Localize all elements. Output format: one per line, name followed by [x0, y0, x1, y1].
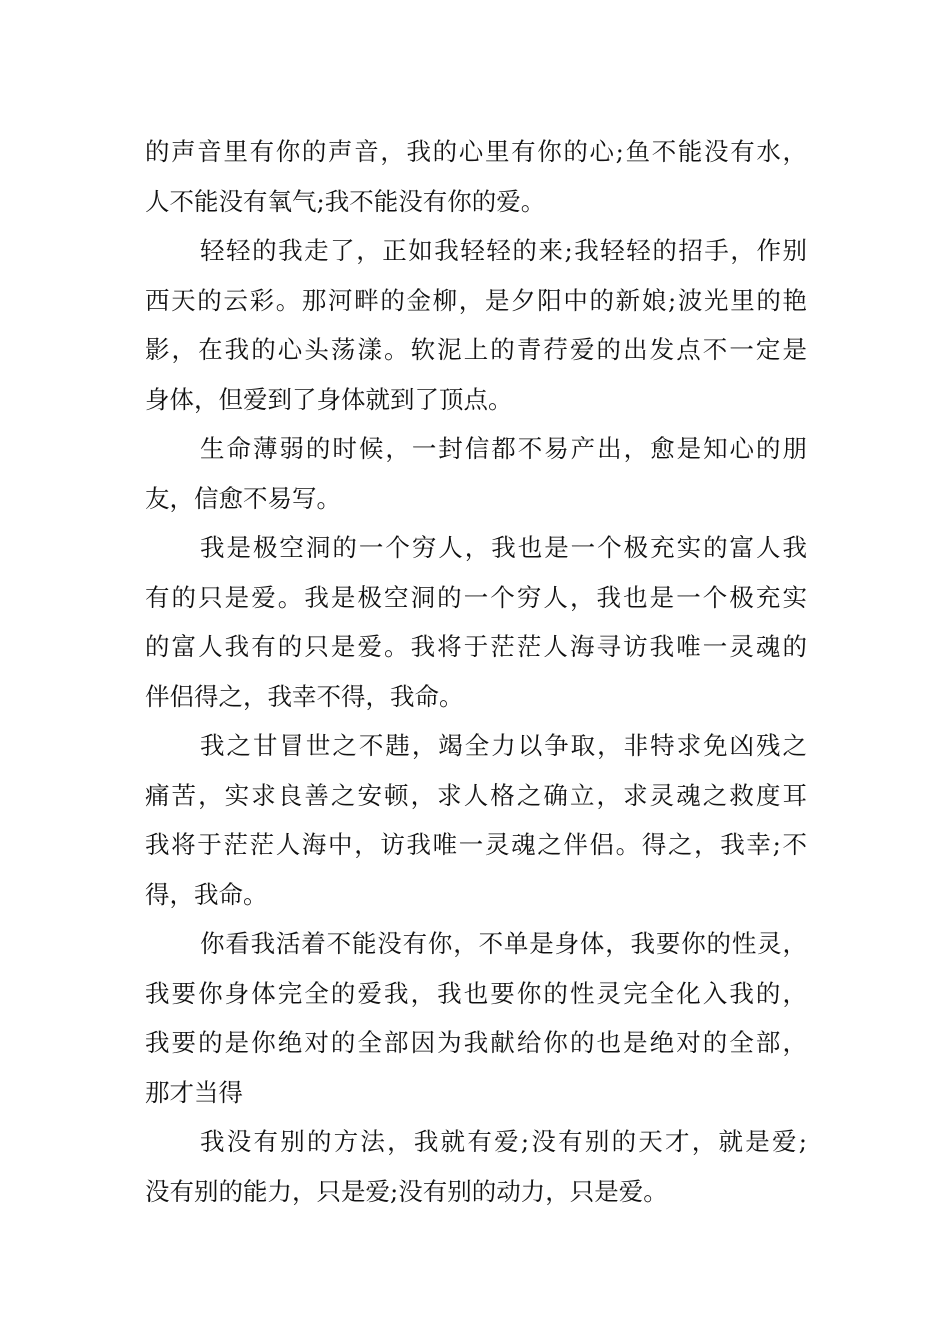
- text-line: 轻轻的我走了，正如我轻轻的来;我轻轻的招手，作别: [200, 236, 807, 265]
- text-line: 痛苦，实求良善之安顿，求人格之确立，求灵魂之救度耳: [145, 780, 807, 810]
- text-line: 西天的云彩。那河畔的金柳，是夕阳中的新娘;波光里的艳: [145, 285, 807, 315]
- paragraph-1: [145, 127, 807, 226]
- paragraph-3: [145, 424, 807, 523]
- text-line: 友，信愈不易写。: [145, 483, 341, 513]
- text-line: 那才当得: [145, 1077, 243, 1107]
- text-line: 我没有别的方法，我就有爱;没有别的天才，就是爱;: [200, 1127, 807, 1156]
- text-line: 我要的是你绝对的全部因为我献给你的也是绝对的全部，: [145, 1028, 807, 1057]
- paragraph-5: [145, 721, 807, 919]
- document-body: [145, 127, 807, 1216]
- text-line: 得，我命。: [145, 879, 268, 909]
- text-line: 的声音里有你的声音，我的心里有你的心;鱼不能没有水，: [145, 137, 807, 166]
- text-line: 我是极空洞的一个穷人，我也是一个极充实的富人我: [200, 533, 807, 562]
- text-line: 没有别的能力，只是爱;没有别的动力，只是爱。: [145, 1176, 668, 1206]
- text-line: 的富人我有的只是爱。我将于茫茫人海寻访我唯一灵魂的: [145, 632, 807, 661]
- text-line: 身体，但爱到了身体就到了顶点。: [145, 384, 513, 414]
- text-line: 我要你身体完全的爱我，我也要你的性灵完全化入我的，: [145, 978, 807, 1008]
- text-line: 伴侣得之，我幸不得，我命。: [145, 681, 464, 711]
- text-line: 人不能没有氧气;我不能没有你的爱。: [145, 186, 546, 216]
- paragraph-6: [145, 919, 807, 1117]
- paragraph-4: [145, 523, 807, 721]
- paragraph-7: [145, 1117, 807, 1216]
- text-line: 生命薄弱的时候，一封信都不易产出，愈是知心的朋: [200, 434, 807, 463]
- text-line: 影，在我的心头荡漾。软泥上的青荇爱的出发点不一定是: [145, 335, 807, 364]
- text-line: 我之甘冒世之不韪，竭全力以争取，非特求免凶残之: [200, 731, 807, 760]
- text-line: 有的只是爱。我是极空洞的一个穷人，我也是一个极充实: [145, 582, 807, 612]
- text-line: 你看我活着不能没有你，不单是身体，我要你的性灵，: [200, 929, 807, 958]
- paragraph-2: [145, 226, 807, 424]
- text-line: 我将于茫茫人海中，访我唯一灵魂之伴侣。得之，我幸;不: [145, 830, 807, 859]
